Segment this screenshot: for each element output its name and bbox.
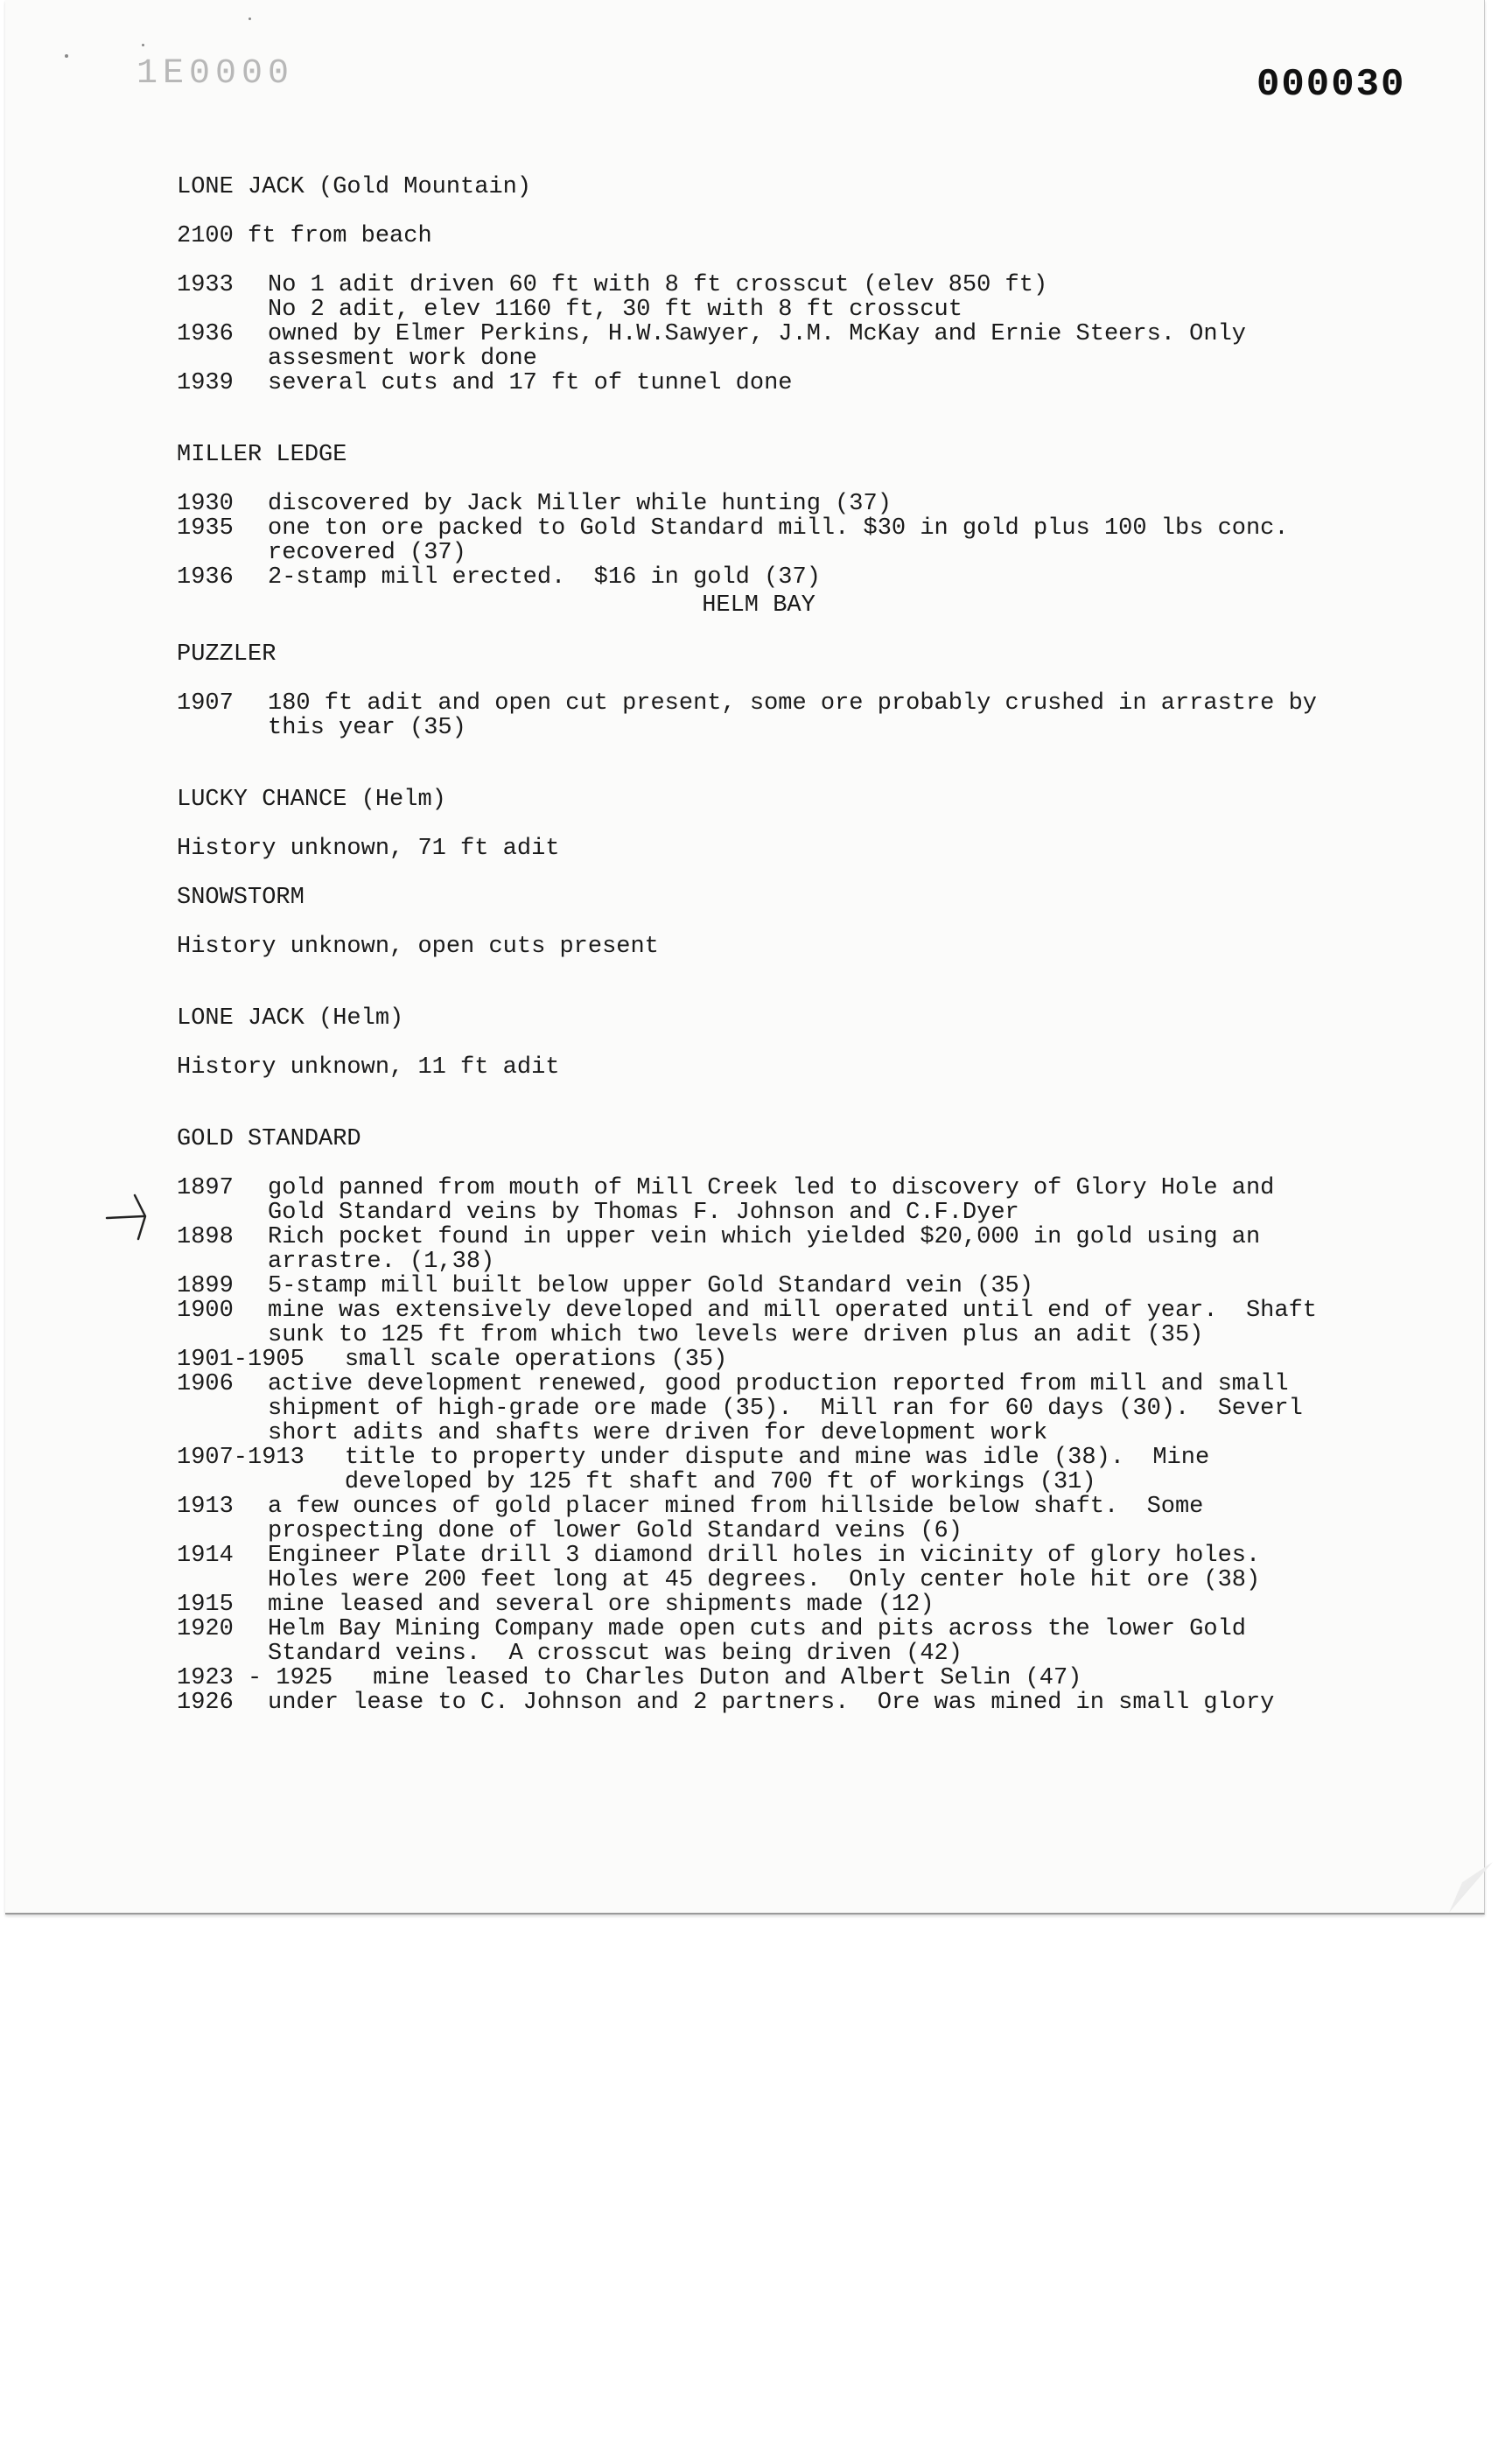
history-entry bbox=[177, 322, 1340, 371]
entry-text: 5-stamp mill built below upper Gold Standard vein (35) bbox=[268, 1273, 1033, 1299]
entry-text: Helm Bay Mining Company made open cuts and pits across the lower Gold Standard veins. A crosscut was being driven (42) bbox=[268, 1616, 1246, 1667]
entry-year: 1900 bbox=[177, 1298, 234, 1324]
entry-text: Rich pocket found in upper vein which yielded $20,000 in gold using an arrastre. (1,38) bbox=[268, 1224, 1261, 1275]
history-entry bbox=[177, 1617, 1340, 1666]
entry-year: 1936 bbox=[177, 564, 234, 591]
entry-year: 1899 bbox=[177, 1273, 234, 1299]
section-title: GOLD STANDARD bbox=[177, 1126, 361, 1152]
handwritten-arrow-icon bbox=[103, 1190, 152, 1242]
gold-standard-entries bbox=[177, 1176, 1340, 1715]
entry-text: several cuts and 17 ft of tunnel done bbox=[268, 370, 793, 396]
entry-year: 1935 bbox=[177, 515, 234, 542]
history-entry bbox=[177, 1372, 1340, 1446]
section-title: SNOWSTORM bbox=[177, 885, 304, 911]
entry-text: mine was extensively developed and mill operated until end of year. Shaft sunk to 125 ft from which two levels were driven plus an adit (35) bbox=[268, 1298, 1317, 1348]
region-heading: HELM BAY bbox=[702, 592, 816, 619]
history-entry bbox=[177, 565, 1340, 590]
entry-year: 1936 bbox=[177, 321, 234, 347]
history-entry bbox=[177, 516, 1340, 565]
entry-text: under lease to C. Johnson and 2 partners. Ore was mined in small glory bbox=[268, 1690, 1275, 1716]
entry-text: No 1 adit driven 60 ft with 8 ft crosscut (elev 850 ft) No 2 adit, elev 1160 ft, 30 ft with 8 ft crosscut bbox=[268, 272, 1048, 323]
entry-year: 1906 bbox=[177, 1371, 234, 1397]
entry-year: 1930 bbox=[177, 491, 234, 517]
scan-speck bbox=[65, 54, 68, 58]
entry-text: gold panned from mouth of Mill Creek led to discovery of Glory Hole and Gold Standard veins by Thomas F. Johnson and C.F.Dyer bbox=[268, 1175, 1275, 1226]
entry-text: discovered by Jack Miller while hunting (37) bbox=[268, 491, 892, 517]
entry-year: 1923 - 1925 bbox=[177, 1665, 333, 1691]
document-page bbox=[5, 0, 1485, 1914]
entry-year: 1933 bbox=[177, 272, 234, 298]
page-stamp-faint: 1E0000 bbox=[136, 54, 295, 94]
history-entry bbox=[177, 1176, 1340, 1225]
section-title: PUZZLER bbox=[177, 641, 276, 668]
entry-year: 1901-1905 bbox=[177, 1347, 304, 1373]
history-entry bbox=[177, 1592, 1340, 1617]
document-body bbox=[177, 175, 1340, 1715]
scan-speck bbox=[142, 44, 144, 46]
entry-text: 2-stamp mill erected. $16 in gold (37) bbox=[268, 564, 821, 591]
entry-text: title to property under dispute and mine was idle (38). Mine developed by 125 ft shaft and 700 ft of workings (31) bbox=[344, 1445, 1210, 1495]
entry-text: small scale operations (35) bbox=[344, 1347, 728, 1373]
history-entry bbox=[177, 1274, 1340, 1298]
section-intro: 2100 ft from beach bbox=[177, 223, 432, 249]
entry-text: mine leased to Charles Duton and Albert Selin (47) bbox=[373, 1665, 1082, 1691]
history-entry bbox=[177, 691, 1340, 740]
section-intro: History unknown, 11 ft adit bbox=[177, 1054, 560, 1081]
entry-year: 1898 bbox=[177, 1224, 234, 1250]
entry-text: one ton ore packed to Gold Standard mill. $30 in gold plus 100 lbs conc. recovered (37) bbox=[268, 515, 1289, 566]
page-number-stamp: 000030 bbox=[1256, 63, 1406, 107]
history-entry bbox=[177, 371, 1340, 396]
entry-text: 180 ft adit and open cut present, some ore probably crushed in arrastre by this year (35) bbox=[268, 690, 1317, 741]
entry-text: Engineer Plate drill 3 diamond drill holes in vicinity of glory holes. Holes were 200 feet long at 45 degrees. Only center hole hit ore (38) bbox=[268, 1543, 1261, 1593]
history-entry bbox=[177, 1348, 1340, 1372]
page-curl bbox=[1449, 1862, 1493, 1913]
section-title: LONE JACK (Helm) bbox=[177, 1005, 404, 1032]
entry-text: mine leased and several ore shipments made (12) bbox=[268, 1592, 934, 1618]
history-entry bbox=[177, 273, 1340, 322]
section-title: LUCKY CHANCE (Helm) bbox=[177, 787, 446, 813]
entry-year: 1926 bbox=[177, 1690, 234, 1716]
section-title: LONE JACK (Gold Mountain) bbox=[177, 174, 532, 200]
entry-text: a few ounces of gold placer mined from hillside below shaft. Some prospecting done of lower Gold Standard veins (6) bbox=[268, 1494, 1204, 1544]
entry-year: 1920 bbox=[177, 1616, 234, 1642]
entry-year: 1915 bbox=[177, 1592, 234, 1618]
section-intro: History unknown, 71 ft adit bbox=[177, 836, 560, 862]
section-intro: History unknown, open cuts present bbox=[177, 934, 659, 960]
entry-text: owned by Elmer Perkins, H.W.Sawyer, J.M. McKay and Ernie Steers. Only assesment work done bbox=[268, 321, 1246, 372]
entry-year: 1907-1913 bbox=[177, 1445, 304, 1471]
history-entry bbox=[177, 492, 1340, 516]
entry-year: 1907 bbox=[177, 690, 234, 717]
entry-year: 1897 bbox=[177, 1175, 234, 1201]
history-entry bbox=[177, 1690, 1340, 1715]
history-entry bbox=[177, 1225, 1340, 1274]
history-entry bbox=[177, 1446, 1340, 1494]
entry-year: 1939 bbox=[177, 370, 234, 396]
scan-speck bbox=[248, 18, 251, 20]
entry-year: 1913 bbox=[177, 1494, 234, 1520]
section-title: MILLER LEDGE bbox=[177, 442, 347, 468]
history-entry bbox=[177, 1666, 1340, 1690]
history-entry bbox=[177, 1298, 1340, 1348]
entry-year: 1914 bbox=[177, 1543, 234, 1569]
entry-text: active development renewed, good production reported from mill and small shipment of high-grade ore made (35). Mill ran for 60 days (30). Severl short adits and shafts were driven for development work bbox=[268, 1371, 1303, 1446]
history-entry bbox=[177, 1494, 1340, 1544]
history-entry bbox=[177, 1544, 1340, 1592]
